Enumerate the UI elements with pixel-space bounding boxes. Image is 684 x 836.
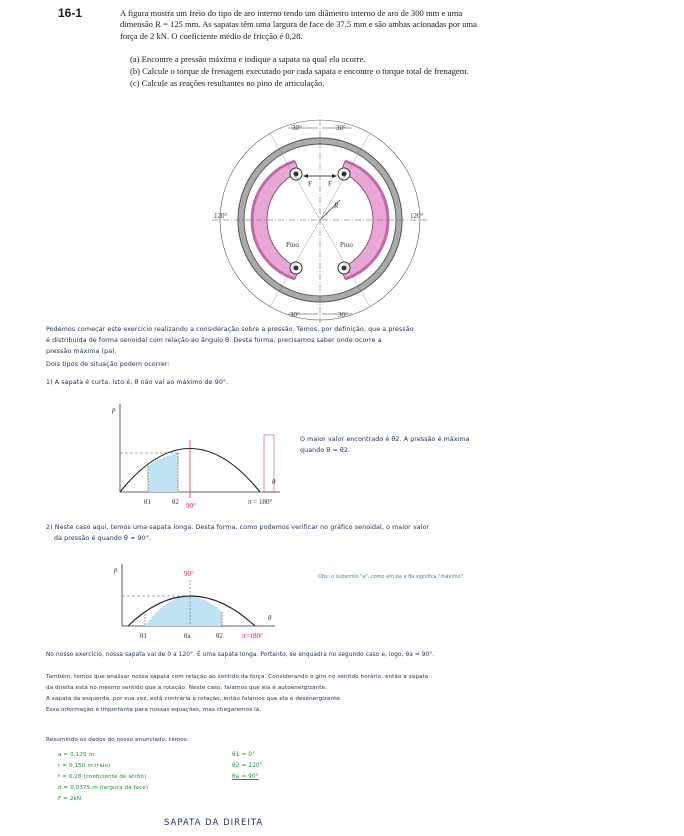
angle-top-left: 30° (292, 124, 302, 132)
green-observation-note: Obs: o subscrito "a", como em pa e θa significa "máximo". (318, 574, 465, 580)
analysis-line-1: Também, temos que analisar nossa sapata com relação ao sentido da força. Considerando o giro no sentido horário, então a sapata (46, 674, 429, 680)
brake-figure (200, 118, 440, 328)
case1-title: 1) A sapata é curta, isto é, θ não vai ao máximo de 90°. (46, 379, 229, 386)
g2-theta2: θ2 (216, 632, 223, 640)
g1-90-label: 90° (186, 502, 196, 510)
intro-line-3: pressão máxima (pa). (46, 348, 117, 355)
g1-p-label: p (112, 406, 116, 414)
g2-theta-a: θa (184, 632, 191, 640)
statement-line: A figura mostra um freio do tipo de aro interno tendo um diâmetro interno de aro de 300 mm e uma (120, 8, 463, 18)
data-left-4: d = 0,0375 m (largura da face) (58, 785, 149, 791)
cases-intro: Dois tipos de situação podem ocorrer: (46, 361, 170, 368)
problem-text (120, 8, 560, 42)
data-right-2: θ2 = 120° (232, 763, 263, 769)
g1-theta1: θ1 (144, 498, 151, 506)
data-left-1: a = 0,125 m (58, 752, 95, 758)
problem-number: 16-1 (58, 6, 83, 20)
pin-label-right: Pino (340, 241, 353, 249)
analysis-line-3: A sapata da esquerda, por sua vez, está contrária à rotação, então falamos que ela é desenergizante. (46, 696, 342, 702)
angle-bottom-left: 30° (290, 311, 300, 319)
case1-note-1: O maior valor encontrado é θ2. A pressão é máxima (300, 436, 470, 443)
case1-note-2: quando θ = θ2. (300, 447, 351, 454)
angle-top-right: 30° (336, 124, 346, 132)
angle-bottom-right: 30° (338, 311, 348, 319)
g2-theta1: θ1 (140, 632, 147, 640)
intro-line-1: Podemos começar este exercício realizando a consideração sobre a pressão. Temos, por definição, que a pressão (46, 326, 414, 333)
analysis-line-4: Essa informação é importante para nossas equações, mas chegaremos lá. (46, 707, 262, 713)
data-left-3: f = 0,28 (coeficiente de atrito) (58, 774, 147, 780)
force-label-left: F (308, 180, 312, 188)
item-c: (c) Calcule as reações resultantes no pino de articulação. (130, 78, 325, 88)
radius-label: R (334, 202, 339, 210)
angle-right: 120° (410, 212, 424, 220)
g2-pi-label: π=180° (242, 632, 263, 640)
intro-line-2: é distribuída de forma senoidal com relação ao ângulo θ. Desta forma, precisamos saber onde ocorre a (46, 337, 382, 344)
data-right-3: θa = 90° (232, 774, 259, 780)
g2-theta-label: θ (268, 614, 272, 622)
g1-pi-label: π = 180° (248, 498, 273, 506)
analysis-line-2: da direita está no mesmo sentido que a rotação. Neste caso, falamos que ela é autoenergizante. (46, 685, 327, 691)
statement-line: força de 2 kN. O coeficiente médio de fricção é 0,28. (120, 30, 303, 41)
g1-shaded-region (148, 453, 178, 492)
exercise-line: No nosso exercício, nossa sapata vai de 0 a 120°. É uma sapata longa. Portanto, se enquadra no segundo caso e, logo, θa = 90°. (46, 652, 435, 658)
g2-shaded-region (145, 596, 222, 626)
footer-right-shoe-heading: SAPATA DA DIREITA (164, 818, 264, 828)
pin-label-left: Pino (286, 241, 299, 249)
case2-line-1: 2) Neste caso aqui, temos uma sapata longa. Desta forma, como podemos verificar no gráfico senoidal, o maior valor (46, 524, 430, 531)
item-b: (b) Calcule o torque de frenagem executado por cada sapata e encontre o torque total de frenagem. (130, 66, 469, 76)
pressure-graph-short-shoe (110, 400, 285, 512)
pressure-graph-long-shoe (110, 560, 285, 648)
data-intro: Resumindo os dados do nosso enunciado, temos: (46, 737, 189, 743)
g1-theta2: θ2 (172, 498, 179, 506)
g2-p-label: p (114, 566, 118, 574)
case2-line-2: da pressão é quando θ = 90°. (54, 535, 152, 542)
data-left-5: F = 2kN (58, 796, 82, 802)
g1-theta-label: θ (272, 478, 276, 486)
angle-left: 120° (214, 212, 228, 220)
force-label-right: F (328, 180, 332, 188)
item-a: (a) Encontre a pressão máxima e indique a sapata na qual ela ocorre. (130, 54, 366, 64)
data-left-2: r = 0,150 m (raio) (58, 763, 111, 769)
data-right-1: θ1 = 0° (232, 752, 256, 758)
g2-90-label: 90° (184, 570, 194, 578)
statement-line: dimensão R = 125 mm. As sapatas têm uma largura de face de 37,5 mm e são ambas acionadas por uma (120, 19, 477, 30)
